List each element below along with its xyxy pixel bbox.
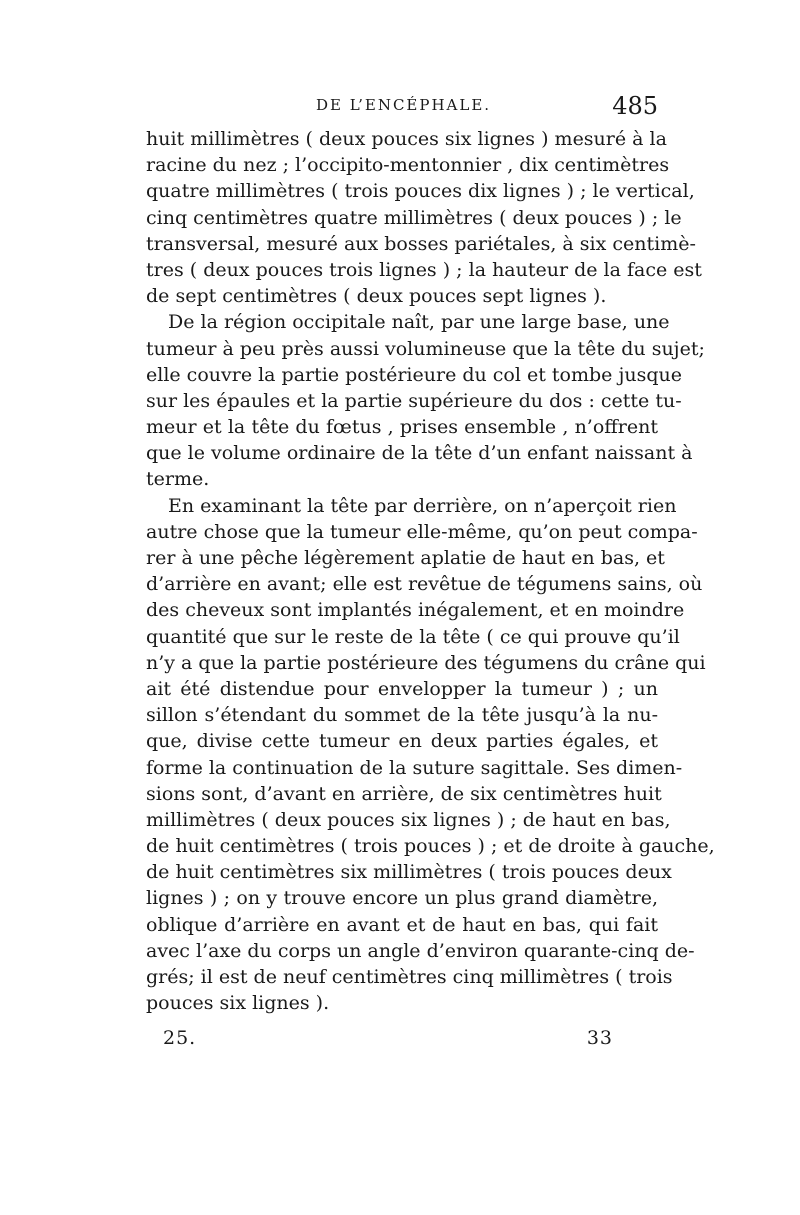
text-line: pouces six lignes ).	[146, 992, 330, 1015]
page-number: 485	[612, 92, 658, 120]
text-line: de huit centimètres ( trois pouces ) ; et de droite à gauche,	[146, 835, 715, 858]
text-line: terme.	[146, 468, 210, 491]
page-footer	[163, 1027, 613, 1057]
text-line: sions sont, d’avant en arrière, de six centimètres huit	[146, 782, 662, 805]
text-line: de huit centimètres six millimètres ( trois pouces deux	[146, 861, 672, 884]
text-line: tres ( deux pouces trois lignes ) ; la hauteur de la face est	[146, 258, 702, 281]
text-line: que le volume ordinaire de la tête d’un enfant naissant à	[146, 442, 693, 465]
text-line: avec l’axe du corps un angle d’environ quarante-cinq de-	[146, 939, 695, 962]
text-line: quantité que sur le reste de la tête ( ce qui prouve qu’il	[146, 625, 680, 648]
text-line: elle couvre la partie postérieure du col et tombe jusque	[146, 363, 682, 386]
page-header	[146, 92, 658, 126]
text-line: des cheveux sont implantés inégalement, et en moindre	[146, 599, 685, 622]
text-line: que, divise cette tumeur en deux parties égales, et	[146, 730, 658, 753]
text-line: transversal, mesuré aux bosses pariétales, à six centimè-	[146, 232, 696, 255]
text-line: racine du nez ; l’occipito-mentonnier , dix centimètres	[146, 154, 670, 177]
text-line: quatre millimètres ( trois pouces dix lignes ) ; le vertical,	[146, 180, 695, 203]
text-line: oblique d’arrière en avant et de haut en bas, qui fait	[146, 913, 658, 936]
text-line: autre chose que la tumeur elle-même, qu’on peut compa-	[146, 520, 698, 543]
text-line: d’arrière en avant; elle est revêtue de tégumens sains, où	[146, 573, 703, 596]
text-line: millimètres ( deux pouces six lignes ) ; de haut en bas,	[146, 808, 671, 831]
body-text	[146, 126, 715, 1016]
text-line: tumeur à peu près aussi volumineuse que la tête du sujet;	[146, 337, 705, 360]
text-line: sur les épaules et la partie supérieure du dos : cette tu-	[146, 389, 682, 412]
text-line: huit millimètres ( deux pouces six lignes ) mesuré à la	[146, 128, 667, 150]
text-line: sillon s’étendant du sommet de la tête jusqu’à la nu-	[146, 704, 658, 727]
text-line: cinq centimètres quatre millimètres ( deux pouces ) ; le	[146, 206, 682, 229]
paragraph-start-line: De la région occipitale naît, par une large base, une	[168, 311, 670, 334]
text-line: ait été distendue pour envelopper la tumeur ) ; un	[146, 677, 658, 700]
text-line: de sept centimètres ( deux pouces sept lignes ).	[146, 285, 607, 308]
text-line: forme la continuation de la suture sagittale. Ses dimen-	[146, 756, 683, 779]
running-head: DE L’ENCÉPHALE.	[316, 96, 492, 114]
text-line: n’y a que la partie postérieure des tégumens du crâne qui	[146, 651, 706, 674]
text-line: rer à une pêche légèrement aplatie de haut en bas, et	[146, 547, 665, 569]
text-line: lignes ) ; on y trouve encore un plus grand diamètre,	[146, 887, 658, 910]
paragraph-start-line: En examinant la tête par derrière, on n’aperçoit rien	[168, 494, 677, 517]
text-line: grés; il est de neuf centimètres cinq millimètres ( trois	[146, 966, 673, 988]
text-line: meur et la tête du fœtus , prises ensemble , n’offrent	[146, 416, 658, 439]
sheet-number: 33	[586, 1027, 613, 1049]
signature-mark: 25.	[163, 1027, 197, 1049]
